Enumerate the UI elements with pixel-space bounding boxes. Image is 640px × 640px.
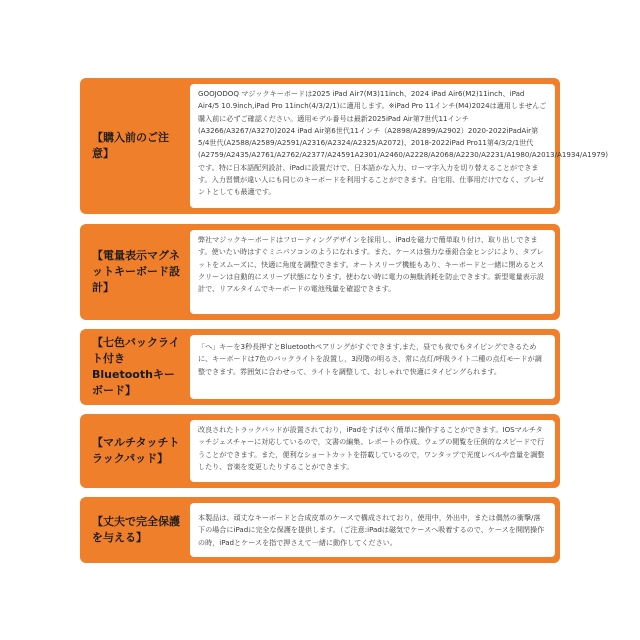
section-description: 弊社マジックキーボードはフローティングデザインを採用し、iPadを磁力で簡単取り付け、取り出しできます。使いたい時はすぐミニパソコンのようになれます。また、ケースは強力な垂鉛合金ヒンジにより、タブレットをスムーズに、快適に角度を調整できます。オートスリープ機能もあり、キーボードと一緒に閉めるとスクリーンは自動的にスリープ状態になります。使わない時に電力の無駄消耗を防止できます。新型電量表示設計で、リアルタイムでキーボードの電池残量を確認できます。	[190, 230, 555, 314]
feature-section-protection	[80, 497, 560, 563]
feature-section-trackpad	[80, 414, 560, 488]
section-label: 【丈夫で完全保護を与える】	[92, 515, 180, 544]
section-description: 改良されたトラックパッドが設置されており，iPadをすばやく簡単に操作することができます。IOSマルチタッチジェスチャーに対応しているので，文書の編集、レポートの作成、ウェブの閲覧を圧倒的なスピードで行うことができます。また，便利なショートカットを搭載しているので，ワンタップで光度レベルや音量を調整したり、音楽を変更したりすることができます。	[190, 420, 555, 482]
section-label: 【マルチタッチトラックパッド】	[92, 436, 180, 465]
feature-section-notice	[80, 78, 608, 214]
section-label: 【七色バックライト付きBluetoothキーボード】	[92, 336, 180, 397]
section-label: 【電量表示マグネットキーボード設計】	[92, 249, 180, 294]
section-description: GOOJODOQ マジックキーボードは2025 iPad Air7(M3)11inch、2024 iPad Air6(M2)11inch、iPad Air4/5 10.9inch,iPad Pro 11inch(4/3/2/1)に適用します。※iPad Pro 11インチ(M4)2024は適用しませんご購入前に必ずご確認ください。適用モデル番号は最新2025iPad Air第7世代11インチ(A3266/A3267/A3270)2024 iPad Air第6世代11インチ（A2898/A2899/A2902）2020-2022iPadAir第5/4世代(A2588/A2589/A2591/A2316/A2324/A2325/A2072)、2018-2022iPad Pro11第4/3/2/1世代(A2759/A2435/A2761/A2762/A2377/A24591A2301/A2460/A2228/A2068/A2230/A2231/A1980/A2013/A1934/A1979)です。特に日本語配列設計、iPadに設置だけで、日本語かな入力、ローマ字入力を切り替えることができます。入力習慣が違い人にも同じのキーボードを利用することができます。自宅用、仕事用だけでなく、プレゼントとしても最適です。	[190, 84, 555, 208]
section-description: 本製品は、頑丈なキーボードと合成皮革のケースで構成されており，使用中，外出中，または偶然の衝撃/落下の場合にiPadに完全な保護を提供します。（ご注意:iPadは磁気でケースへ吸着するので、ケースを開閉操作の時，iPadとケースを指で押さえて一緒に動作してください。	[190, 503, 555, 557]
section-description: 「へ」キーを3秒長押すとBluetoothペアリングがすぐできます,また，昼でも夜でもタイピングできるために、キーボードは7色のバックライトを設置し，3段階の明るさ，常に点灯/呼吸ライト二種の点灯モードが調整できます。雰囲気に合わせって、ライトを調整して、おしゃれで快適にタイピングられます。	[190, 335, 555, 399]
section-label: 【購入前のご注意】	[92, 131, 169, 160]
feature-section-backlight	[80, 329, 560, 405]
feature-section-magnetic-keyboard	[80, 224, 560, 320]
